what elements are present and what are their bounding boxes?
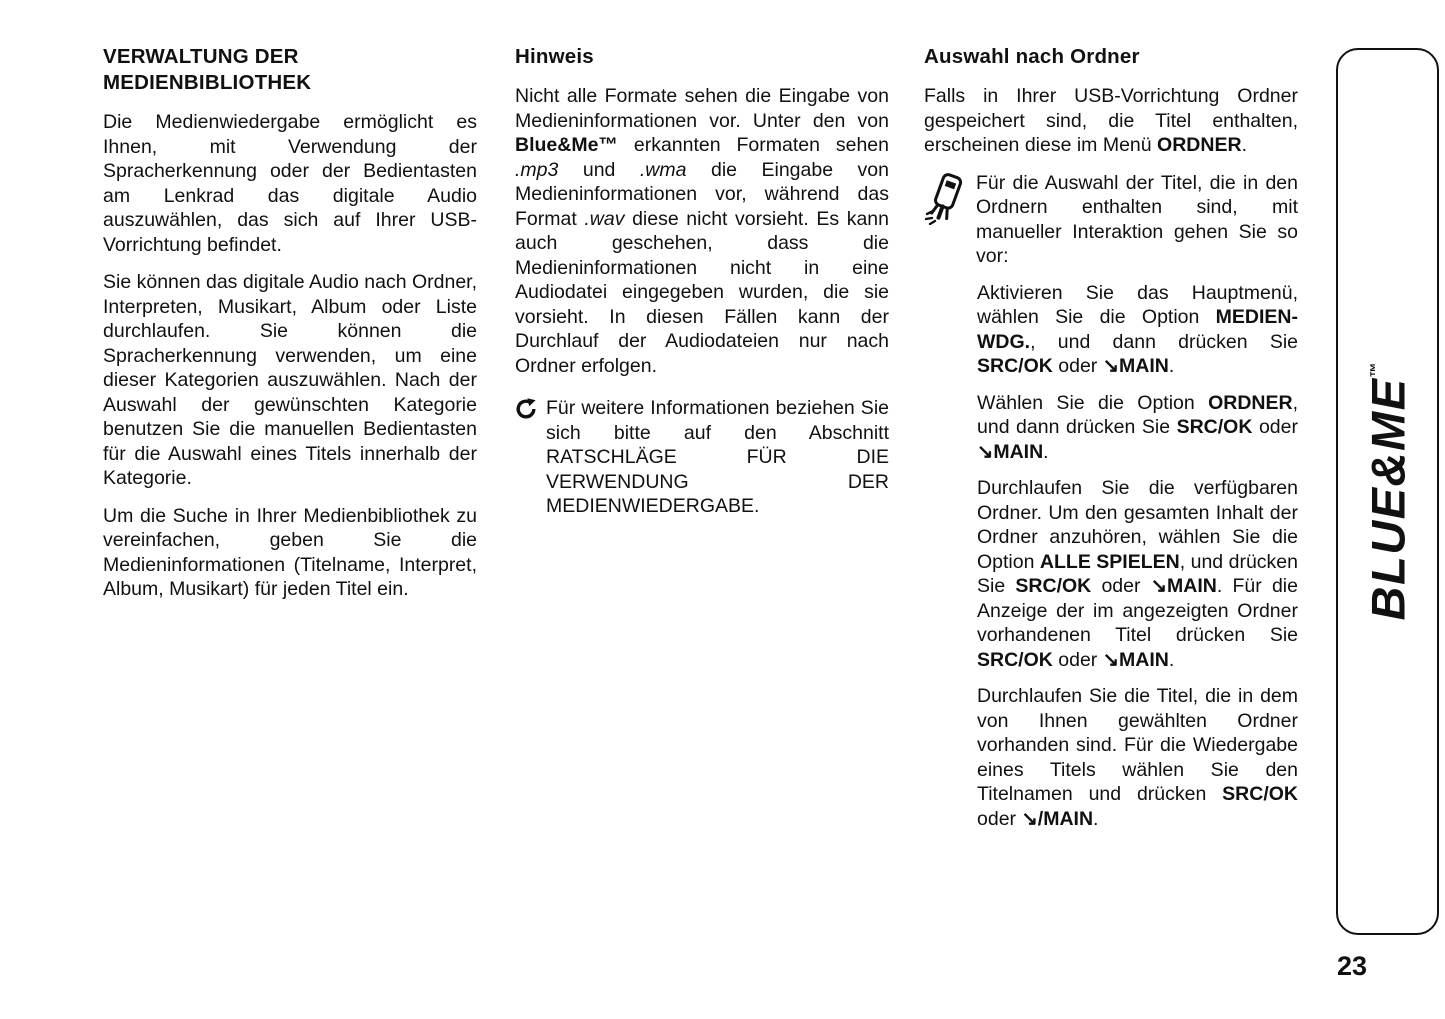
manual-interaction-intro: Für die Auswahl der Titel, die in den Ordnern enthalten sind, mit manueller Interaktion gehen Sie so vor:	[976, 171, 1298, 267]
hand-press-icon	[924, 173, 964, 232]
column-hinweis	[515, 44, 889, 532]
procedure-steps	[924, 281, 1298, 832]
paragraph: Nicht alle Formate sehen die Eingabe von Medieninformationen vor. Unter den von Blue&Me™ erkannten Formaten sehen .mp3 und .wma die Eingabe von Medieninformationen vor, während das Format .wav diese nicht vorsieht. Es kann auch geschehen, dass die Medieninformationen nicht in eine Audiodatei eingegeben wurden, die sie vorsieht. In diesen Fällen kann der Durchlauf der Audiodateien nur nach Ordner erfolgen.	[515, 85, 889, 377]
blueme-logo-text: BLUE&ME	[1361, 377, 1415, 621]
manual-interaction-block	[924, 171, 1298, 269]
section-heading-media-library: VERWALTUNG DER MEDIENBIBLIOTHEK	[103, 45, 312, 94]
paragraph: Um die Suche in Ihrer Medienbibliothek zu vereinfachen, geben Sie die Medieninformationen (Titelname, Interpret, Album, Musikart) für jeden Titel ein.	[103, 504, 477, 600]
trademark-symbol: ™	[1367, 362, 1385, 378]
blueme-logo	[1360, 363, 1415, 621]
step: Aktivieren Sie das Hauptmenü, wählen Sie die Option MEDIEN-WDG., und dann drücken Sie SRC/OK oder ↘MAIN.	[977, 281, 1298, 377]
step: Durchlaufen Sie die Titel, die in dem von Ihnen gewählten Ordner vorhanden sind. Für die Wiedergabe eines Titels wählen Sie den Titelnamen und drücken SRC/OK oder ↘/MAIN.	[977, 685, 1298, 830]
note-text: Für weitere Informationen beziehen Sie sich bitte auf den Abschnitt RATSCHLÄGE FÜR DIE VERWENDUNG DER MEDIENWIEDERGABE.	[546, 397, 889, 517]
step: Wählen Sie die Option ORDNER, und dann drücken Sie SRC/OK oder ↘MAIN.	[977, 391, 1298, 463]
column-media-library	[103, 44, 477, 615]
column-auswahl-nach-ordner	[924, 44, 1298, 843]
paragraph: Die Medienwiedergabe ermöglicht es Ihnen, mit Verwendung der Spracherkennung oder der Bedientasten am Lenkrad das digitale Audio auszuwählen, das sich auf Ihrer USB-Vorrichtung befindet.	[103, 111, 477, 256]
section-heading-ordner: Auswahl nach Ordner	[924, 45, 1140, 68]
chapter-tab	[1336, 48, 1439, 935]
section-heading-hinweis: Hinweis	[515, 45, 594, 68]
page-number: 23	[1337, 951, 1368, 981]
step: Durchlaufen Sie die verfügbaren Ordner. Um den gesamten Inhalt der Ordner anzuhören, wählen Sie die Option ALLE SPIELEN, und drücken Sie SRC/OK oder ↘MAIN. Für die Anzeige der im angezeigten Ordner vorhandenen Titel drücken Sie SRC/OK oder ↘MAIN.	[977, 477, 1298, 671]
paragraph: Falls in Ihrer USB-Vorrichtung Ordner gespeichert sind, die Titel enthalten, erscheinen diese im Menü ORDNER.	[924, 85, 1298, 156]
cross-reference-note	[515, 396, 889, 519]
paragraph: Sie können das digitale Audio nach Ordner, Interpreten, Musikart, Album oder Liste durchlaufen. Sie können die Spracherkennung verwenden, um eine dieser Kategorien auszuwählen. Nach der Auswahl der gewünschten Kategorie benutzen Sie die manuellen Bedientasten für die Auswahl eines Titels innerhalb der Kategorie.	[103, 271, 478, 489]
circular-arrow-icon	[515, 398, 537, 427]
